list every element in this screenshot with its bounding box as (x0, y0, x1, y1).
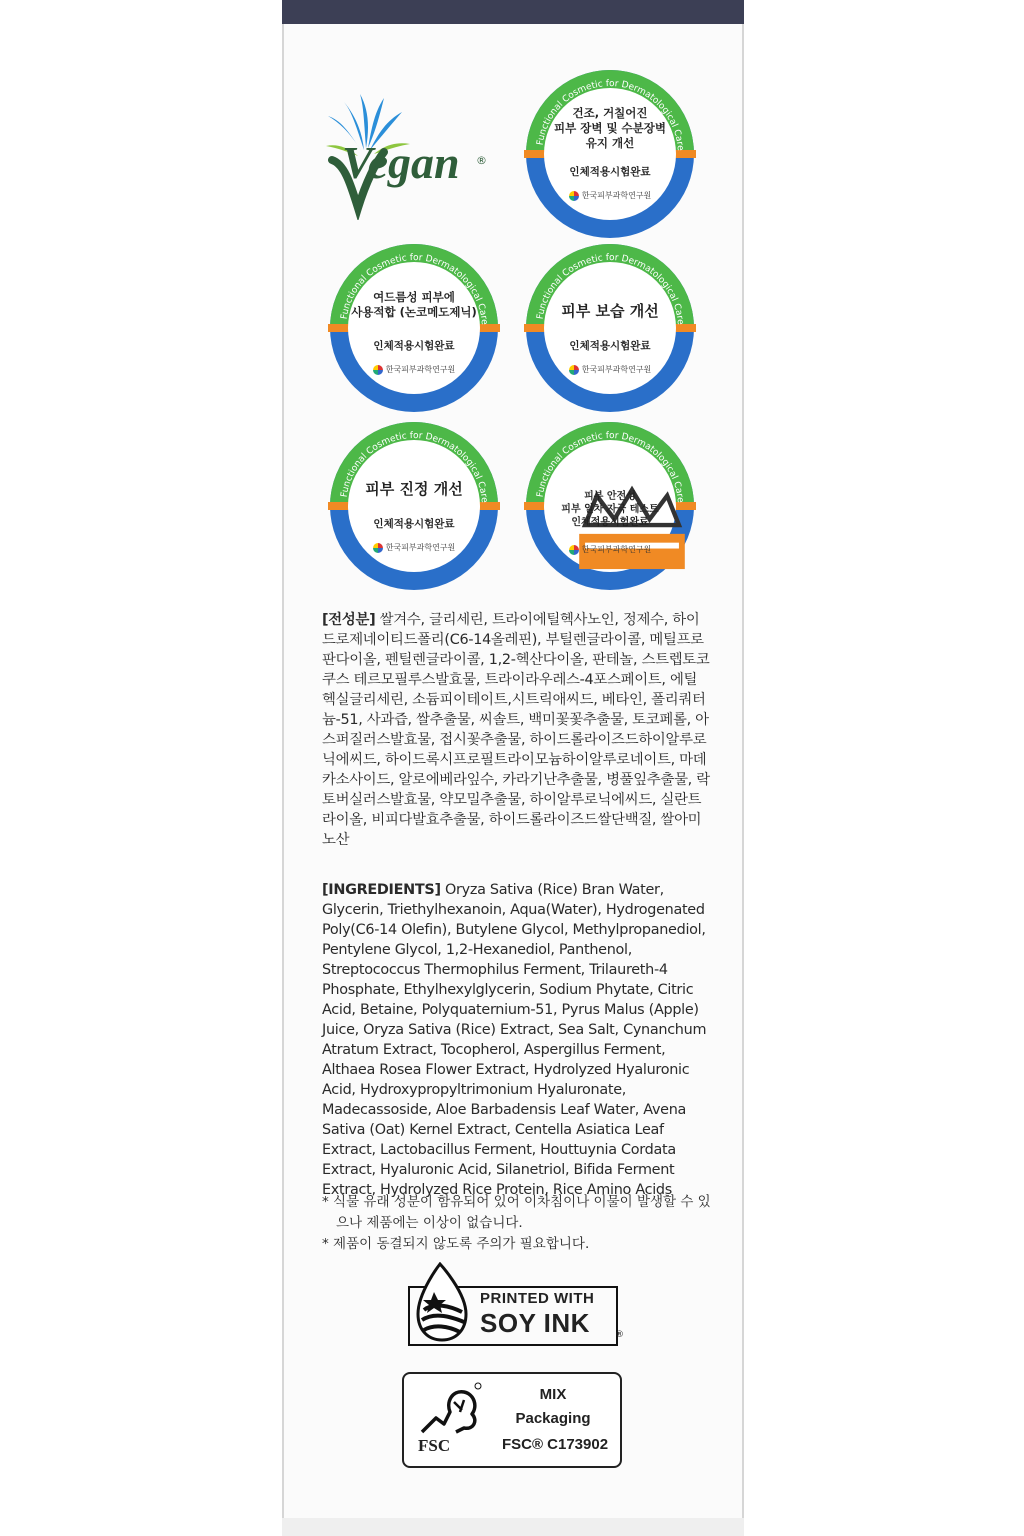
soy-ink-registered-mark: ® (615, 1330, 624, 1340)
institute-logo-icon (569, 191, 579, 201)
fsc-tree-icon (416, 1382, 482, 1436)
institute-logo-icon (569, 365, 579, 375)
badge-claim-line: 피부 장벽 및 수분장벽 (554, 121, 666, 135)
vegan-text: Vegan (342, 137, 460, 188)
badge-institute: 한국피부과학연구원 (348, 542, 480, 553)
badge-claim-line: 사용적합 (논코메도제닉) (351, 305, 477, 319)
badge-soothing (326, 418, 502, 594)
badge-non-comedogenic (326, 240, 502, 416)
box-top-edge (282, 0, 744, 24)
badge-institute: 한국피부과학연구원 (544, 190, 676, 201)
ingredients-english-label: [INGREDIENTS] (322, 882, 441, 898)
soy-ink-logo (408, 1262, 624, 1348)
ingredients-korean-text: 쌀겨수, 글리세린, 트라이에틸헥사노인, 정제수, 하이드로제네이티드폴리(C6-14올레핀), 부틸렌글라이콜, 메틸프로판다이올, 펜틸렌글라이콜, 1,2-헥산다이올, 판테놀, 스트렙토코쿠스 테르모필루스발효물, 트라이라우레스-4포스페이트, 에틸헥실글리세린, 소듐피이테이트,시트릭애씨드, 베타인, 폴리쿼터늄-51, 사과즙, 쌀추출물, 씨솔트, 백미꽃꽃추출물, 토코페롤, 아스퍼질러스발효물, 접시꽃추출물, 하이드롤라이즈드하이알루로닉에씨드, 하이드록시프로필트라이모늄하이알루로네이트, 마데카소사이드, 알로에베라잎수, 카라기난추출물, 병풀잎추출물, 락토버실러스발효물, 약모밀추출물, 하이알루로닉에씨드, 실란트라이올, 비피다발효추출물, 하이드롤라이즈드쌀단백질, 쌀아미노산 (322, 612, 710, 848)
badge-test-label: 인체적용시험완료 (569, 340, 651, 352)
badge-skin-safety (522, 418, 698, 594)
badge-claim-line: 인체적용시험완료 (571, 517, 649, 528)
badge-moisturizing (522, 240, 698, 416)
ink-drop-icon (410, 1262, 476, 1344)
caution-note: * 제품이 동결되지 않도록 주의가 필요합니다. (322, 1236, 590, 1252)
ingredients-korean-label: [전성분] (322, 612, 376, 628)
badge-institute: 한국피부과학연구원 (348, 364, 480, 375)
vegan-registered-mark: ® (476, 154, 487, 167)
ingredients-korean (322, 610, 710, 850)
svg-text:Functional Cosmetic for Dermat: Functional Cosmetic for Dermatological Care (535, 430, 685, 504)
caution-note: * 식물 유래 성분이 함유되어 있어 이차침이나 이물이 발생할 수 있으나 제품에는 이상이 없습니다. (322, 1194, 711, 1231)
ingredients-english (322, 880, 710, 1200)
badge-claim-line: 여드름성 피부에 (373, 290, 455, 304)
badge-institute: 한국피부과학연구원 (544, 544, 676, 555)
svg-text:Functional Cosmetic for Dermat: Functional Cosmetic for Dermatological Care (535, 252, 685, 326)
badge-claim-line: 피부 진정 개선 (365, 480, 463, 498)
badge-claim-line: 피부 일차 자극 테스트 (561, 504, 659, 515)
badge-test-label: 인체적용시험완료 (373, 518, 455, 530)
fsc-packaging-label: Packaging (515, 1410, 591, 1427)
fsc-license-code: FSC® C173902 (501, 1436, 609, 1453)
soy-ink-line1: PRINTED WITH (480, 1290, 595, 1307)
institute-logo-icon (373, 543, 383, 553)
vegan-logo (318, 90, 498, 220)
fsc-label (402, 1372, 622, 1468)
badge-test-label: 인체적용시험완료 (373, 340, 455, 352)
fsc-wordmark: FSC (418, 1436, 451, 1455)
badge-claim-line: 피부 안전성 (584, 491, 636, 502)
svg-text:Functional Cosmetic for Dermat: Functional Cosmetic for Dermatological Care (339, 252, 489, 326)
badge-institute: 한국피부과학연구원 (544, 364, 676, 375)
badge-claim-line: 유지 개선 (585, 136, 635, 150)
badge-claim-line: 건조, 거칠어진 (572, 106, 648, 120)
caution-notes (322, 1192, 722, 1255)
svg-text:Functional Cosmetic for Dermat: Functional Cosmetic for Dermatological Care (535, 78, 685, 152)
ingredients-english-text: Oryza Sativa (Rice) Bran Water, Glycerin, Triethylhexanoin, Aqua(Water), Hydrogenated Poly(C6-14 Olefin), Butylene Glycol, Methylpropanediol, Pentylene Glycol, 1,2-Hexanediol, Panthenol, Streptococcus Thermophilus Ferment, Trilaureth-4 Phosphate, Ethylhexylglycerin, Sodium Phytate, Citric Acid, Betaine, Polyquaternium-51, Pyrus Malus (Apple) Juice, Oryza Sativa (Rice) Extract, Sea Salt, Cynanchum Atratum Extract, Tocopherol, Aspergillus Ferment, Althaea Rosea Flower Extract, Hydrolyzed Hyaluronic Acid, Hydroxypropyltrimonium Hyaluronate, Madecassoside, Aloe Barbadensis Leaf Water, Avena Sativa (Oat) Kernel Extract, Centella Asiatica Leaf Extract, Lactobacillus Ferment, Houttuynia Cordata Extract, Hyaluronic Acid, Silanetriol, Bifida Ferment Extract, Hydrolyzed Rice Protein, Rice Amino Acids (322, 882, 707, 1198)
soy-ink-line2: SOY INK (480, 1308, 590, 1338)
badge-test-label: 인체적용시험완료 (569, 166, 651, 178)
badge-skin-barrier (522, 66, 698, 242)
badge-claim-line: 피부 보습 개선 (561, 302, 659, 320)
box-bottom-edge (282, 1518, 744, 1536)
svg-text:Functional Cosmetic for Dermat: Functional Cosmetic for Dermatological Care (339, 430, 489, 504)
institute-logo-icon (569, 545, 579, 555)
institute-logo-icon (373, 365, 383, 375)
fsc-mix-label: MIX (539, 1386, 567, 1403)
